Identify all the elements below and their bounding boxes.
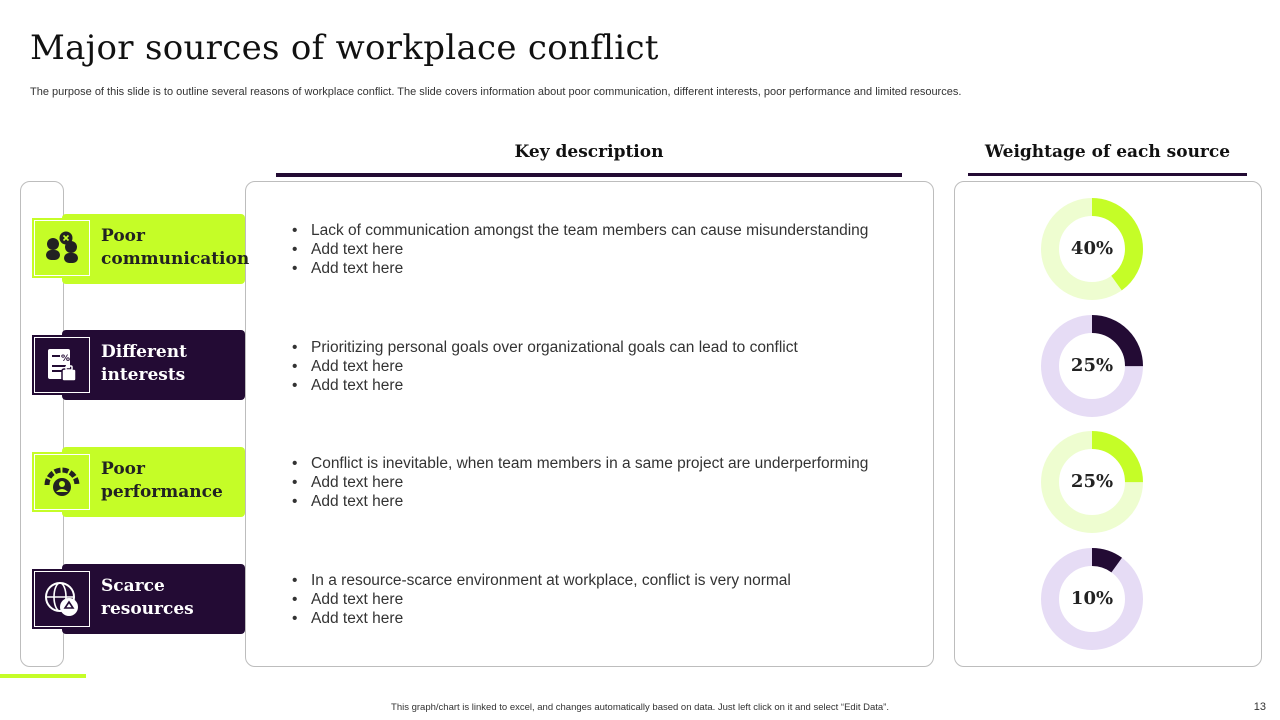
bullet-item: • Add text here [290,473,910,492]
bullet-item: • Add text here [290,357,910,376]
page-number: 13 [1253,701,1266,713]
communication-conflict-icon [32,218,92,278]
page-subtitle: The purpose of this slide is to outline several reasons of workplace conflict. The slide covers information about poor communication, different interests, poor performance and limited resources. [30,86,962,98]
key-description-heading: Key description [514,142,664,162]
bullet-item: • Lack of communication amongst the team members can cause misunderstanding [290,221,910,240]
weightage-heading: Weightage of each source [984,142,1231,162]
source-label: Poor communication [101,226,250,269]
document-percent-icon [32,335,92,395]
key-description-underline [276,173,902,177]
bullet-item: • Prioritizing personal goals over organizational goals can lead to conflict [290,338,910,357]
bullet-item: • Add text here [290,240,910,259]
bullet-item: • Add text here [290,259,910,278]
svg-text:%: % [61,354,71,364]
bullet-list-poor-communication [290,221,910,278]
bullet-item: • Add text here [290,376,910,395]
accent-line [0,674,86,678]
bullet-list-different-interests [290,338,910,395]
weightage-underline [968,173,1247,176]
bullet-item: • Add text here [290,590,910,609]
bullet-item: • Conflict is inevitable, when team members in a same project are underperforming [290,454,910,473]
donut-value-label: 10% [1070,588,1114,609]
bullet-list-poor-performance [290,454,910,511]
donut-value-label: 25% [1070,355,1114,376]
source-label: Poor performance [101,459,223,502]
bullet-item: • In a resource-scarce environment at workplace, conflict is very normal [290,571,910,590]
donut-value-label: 25% [1070,471,1114,492]
performance-gauge-icon [32,452,92,512]
bullet-item: • Add text here [290,609,910,628]
bullet-list-scarce-resources [290,571,910,628]
source-label: Different interests [101,342,187,385]
globe-recycle-icon [32,569,92,629]
footer-note: This graph/chart is linked to excel, and changes automatically based on data. Just left click on it and select “Edit Data”. [391,702,889,713]
page-title: Major sources of workplace conflict [30,28,659,68]
source-label: Scarce resources [101,576,194,619]
donut-value-label: 40% [1070,238,1114,259]
bullet-item: • Add text here [290,492,910,511]
